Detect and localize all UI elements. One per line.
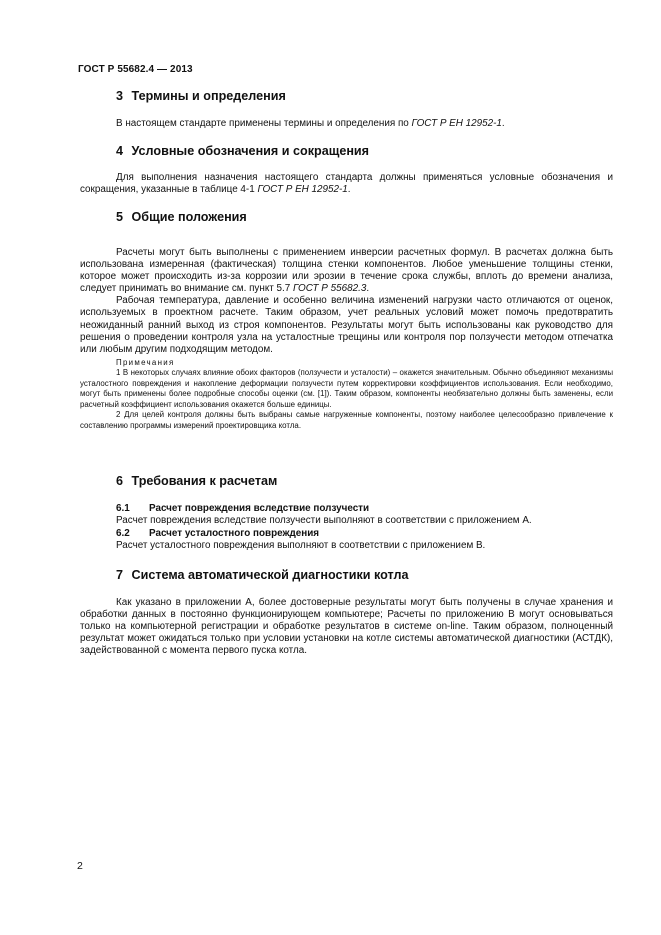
text: В настоящем стандарте применены термины и определения по	[116, 118, 412, 129]
text: .	[501, 118, 505, 129]
standard-reference: ГОСТ Р 55682.3	[293, 283, 367, 295]
standard-reference: ГОСТ Р ЕН 12952-1	[257, 184, 348, 196]
page-number: 2	[77, 860, 83, 872]
subsection-number: 6.1	[116, 503, 130, 514]
section-number: 5	[116, 210, 124, 224]
subsection-heading	[116, 503, 613, 515]
section-7	[80, 568, 613, 582]
section-4	[80, 144, 613, 158]
paragraph: Рабочая температура, давление и особенно величина изменений нагрузки часто отличаются от оценок, используемых в проектном расчете. Таким образом, учет реальных условий может помочь предотвратить неожиданный ранний выход из строя компонентов. Результаты могут быть использованы как руководство для решения о проведении контроля узла на усталостные трещины или контроля пор ползучести методом отпечатка или любым другим подходящим методом.	[80, 295, 613, 355]
text: .	[366, 283, 370, 295]
section-title: Система автоматической диагностики котла	[131, 568, 409, 582]
section-heading	[116, 474, 613, 488]
notes-title: Примечания	[116, 357, 175, 367]
text: Расчеты могут быть выполнены с применением инверсии расчетных формул. В расчетах должна быть использована измеренная (фактическая) толщина стенки компонентов. Любое уменьшение толщины стенки, которое может происходить из-за коррозии или эрозии в течение срока службы, вплоть до времени анализа, следует принимать во внимание см. пункт 5.7	[80, 247, 613, 295]
subsection-text: Расчет повреждения вследствие ползучести выполняют в соответствии с приложением А.	[116, 515, 532, 527]
subsection-title: Расчет усталостного повреждения	[149, 527, 320, 539]
section-heading	[116, 568, 613, 582]
subsection-title: Расчет повреждения вследствие ползучести	[149, 503, 370, 514]
section-title: Общие положения	[131, 210, 247, 224]
subsection-text: Расчет усталостного повреждения выполняют в соответствии с приложением В.	[116, 540, 486, 552]
section-6-content	[116, 503, 613, 553]
section-5-text	[80, 247, 613, 431]
section-title: Требования к расчетам	[131, 474, 278, 488]
section-number: 7	[116, 568, 124, 582]
text: .	[347, 184, 351, 196]
paragraph	[80, 118, 613, 130]
note-item: 2 Для целей контроля должны быть выбраны самые нагруженные компоненты, поэтому наиболее целесообразно привлечение к составлению программы измерений проектировщика котла.	[80, 410, 613, 430]
standard-reference: ГОСТ Р ЕН 12952-1	[411, 118, 502, 129]
section-title: Условные обозначения и сокращения	[131, 144, 370, 158]
section-heading	[116, 210, 613, 224]
subsection-number: 6.2	[116, 527, 130, 539]
paragraph	[80, 247, 613, 295]
section-title: Термины и определения	[131, 89, 286, 103]
subsection-heading	[116, 528, 613, 540]
section-6	[80, 474, 613, 488]
section-heading	[116, 89, 613, 103]
section-5	[80, 210, 613, 224]
section-heading	[116, 144, 613, 158]
section-3-text	[80, 118, 613, 130]
section-4-text	[80, 172, 613, 196]
section-3	[80, 89, 613, 103]
note-item: 1 В некоторых случаях влияние обоих факторов (ползучести и усталости) – окажется значительным. Обычно объединяют механизмы усталостного повреждения и накопление деформации ползучести путем корректировки коэффициентов использования. Если необходимо, могут быть применены более подробные способы оценки (см. [1]). Таким образом, компоненты необязательно должны быть заменены, если расчетный коэффициент использования окажется больше единицы.	[80, 368, 613, 409]
paragraph	[80, 172, 613, 196]
section-number: 4	[116, 144, 124, 158]
section-number: 3	[116, 89, 124, 103]
document-header-id: ГОСТ Р 55682.4 — 2013	[78, 64, 193, 75]
paragraph: Как указано в приложении А, более достоверные результаты могут быть получены в случае хранения и обработки данных в постоянно функционирующем компьютере; Расчеты по приложению В могут основываться только на компьютерной регистрации и обработке результатов в системе on-line. Таким образом, полноценный результат может ожидаться только при условии установки на котле системы автоматической диагностики (АСТДК), задействованной с момента первого пуска котла.	[80, 597, 613, 657]
section-7-text	[80, 597, 613, 657]
text: Для выполнения назначения настоящего стандарта должны применяться условные обозначения и сокращения, указанные в таблице 4-1	[80, 172, 613, 196]
section-number: 6	[116, 474, 124, 488]
notes-block	[80, 358, 613, 432]
